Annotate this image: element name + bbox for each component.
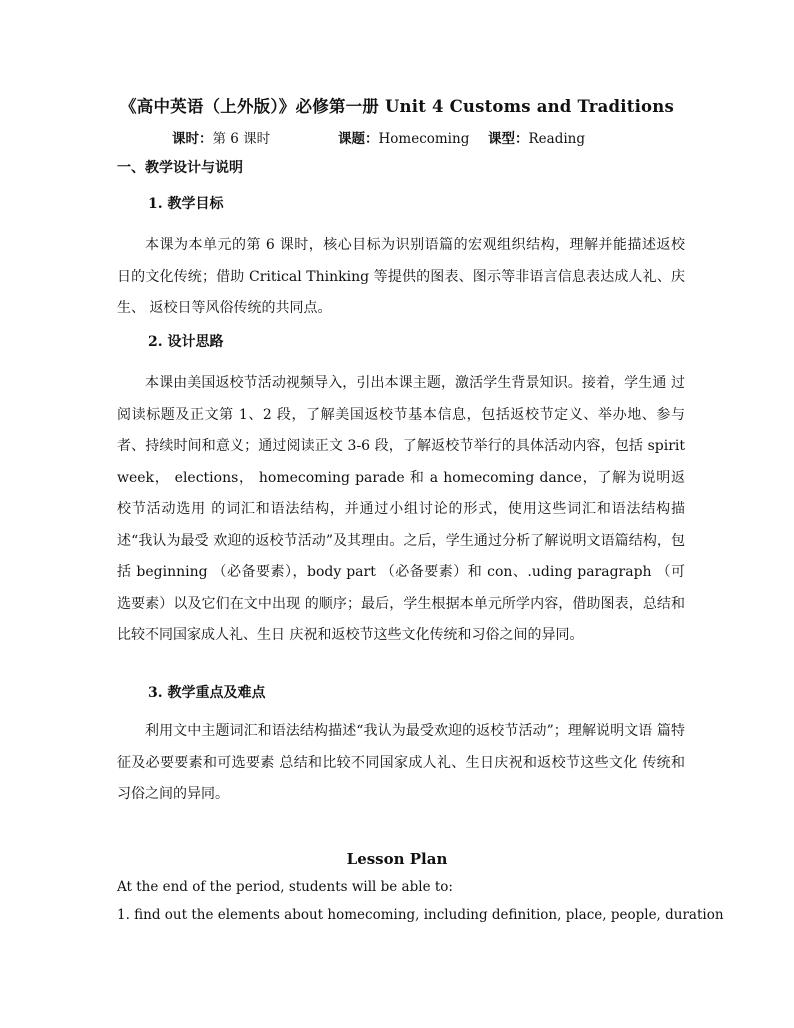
lesson-number [172,127,270,147]
objectives-paragraph [117,230,685,325]
lesson-plan-intro: At the end of the period, students will be able to: [117,879,453,895]
key-points-paragraph [117,716,685,811]
lesson-label: 课时： [172,131,213,147]
section-heading: 一、教学设计与说明 [117,160,243,176]
lesson-plan-title: Lesson Plan [346,850,448,868]
lesson-topic [338,127,469,147]
objectives-text: 本课为本单元的第 6 课时，核心目标为识别语篇的宏观组织结构，理解并能描述返校 日的文化传统；借助 Critical Thinking 等提供的图表、图示等非语言信息表达成人礼、庆生、 返校日等风俗传统的共同点。 [117,237,685,316]
type-label: 课型： [488,131,529,147]
objective-item: 1. find out the elements about homecoming, including definition, place, people, duration [117,907,724,923]
design-text: 本课由美国返校节活动视频导入，引出本课主题，激活学生背景知识。接着，学生通 过阅读标题及正文第 1、2 段，了解美国返校节基本信息，包括返校节定义、举办地、参与 者、持续时间和意义；通过阅读正文 3-6 段，了解返校节举行的具体活动内容，包括 spirit week， elections， homecoming parade 和 a homecoming dance，了解为说明返校节活动选用 的词汇和语法结构，并通过小组讨论的形式，使用这些词汇和语法结构描述“我认为最受 欢迎的返校节活动”及其理由。之后，学生通过分析了解说明文语篇结构，包括 beginning （必备要素），body part （必备要素）和 con、.uding paragraph （可选要素）以及它们在文中出现 的顺序；最后，学生根据本单元所学内容，借助图表，总结和比较不同国家成人礼、生日 庆祝和返校节这些文化传统和习俗之间的异同。 [117,375,685,643]
document-title: 《高中英语（上外版）》必修第一册 Unit 4 Customs and Traditions [120,97,674,116]
key-points-text: 利用文中主题词汇和语法结构描述“我认为最受欢迎的返校节活动”；理解说明文语 篇特征及必要要素和可选要素 总结和比较不同国家成人礼、生日庆祝和返校节这些文化 传统和习俗之间的异同。 [117,723,685,802]
topic-label: 课题： [338,131,379,147]
topic-value: Homecoming [378,131,470,147]
type-value: Reading [528,131,585,147]
design-heading: 2. 设计思路 [148,334,224,350]
objectives-heading: 1. 教学目标 [148,196,224,212]
lesson-type [488,127,585,147]
design-paragraph [117,368,685,652]
key-points-heading: 3. 教学重点及难点 [148,685,266,701]
lesson-value: 第 6 课时 [212,131,271,147]
